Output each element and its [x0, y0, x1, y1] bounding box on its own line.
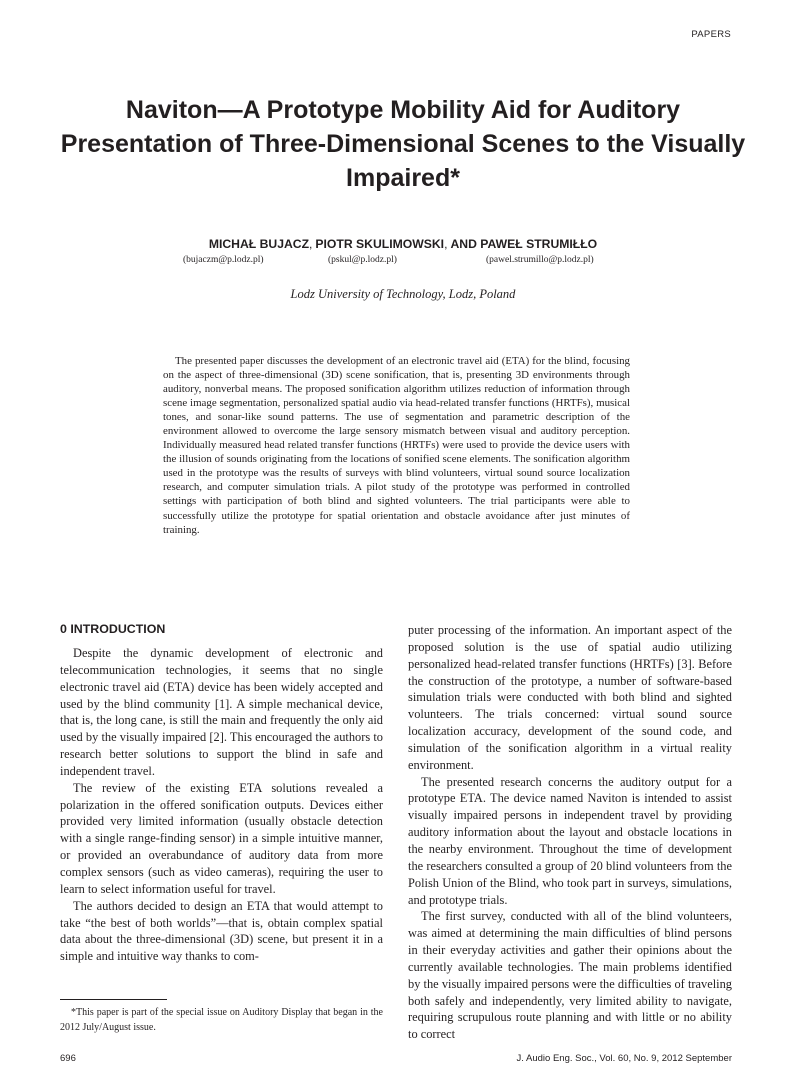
body-paragraph: The review of the existing ETA solutions revealed a polarization in the offered sonification outputs. Devices either provided very limited information (usually obstacle detection with a single range-finding sensor) in a simple intuitive manner, or provided an overabundance of auditory data from more complex sensors (such as video cameras), requiring the user to learn to select information useful for travel. — [60, 780, 383, 896]
section-heading: 0 INTRODUCTION — [60, 622, 166, 636]
abstract: The presented paper discusses the development of an electronic travel aid (ETA) for the blind, focusing on the aspect of three-dimensional (3D) scene sonification, that is, presenting 3D environments through auditory, nonverbal means. The proposed sonification algorithm utilizes reduction of information through scene image segmentation, personalized spatial audio via head-related transfer functions (HRTFs), musical tones, and sonar-like sound patterns. The use of segmentation and parametric description of the environment allowed to overcome the large sensory mismatch between visual and auditory perception. Individually measured head related transfer functions (HRTFs) were used to provide the device users with the illusion of sounds originating from the locations of sonified scene elements. The sonification algorithm used in the prototype was the results of surveys with blind volunteers, virtual sound source localization research, and computer simulation trials. A pilot study of the prototype was performed in controlled settings with participation of both blind and sighted volunteers. The trial participants were able to successfully utilize the prototype for spatial orientation and obstacle avoidance after just minutes of training. — [163, 355, 630, 536]
journal-reference: J. Audio Eng. Soc., Vol. 60, No. 9, 2012 September — [516, 1053, 732, 1064]
body-paragraph: The authors decided to design an ETA that would attempt to take “the best of both worlds”—that is, obtain complex spatial data about the three-dimensional (3D) scene, but present it in a simple and intuitive way thanks to com- — [60, 898, 383, 964]
affiliation: Lodz University of Technology, Lodz, Poland — [290, 287, 516, 301]
right-column — [408, 622, 732, 1043]
body-paragraph: The presented research concerns the auditory output for a prototype ETA. The device named Naviton is intended to assist visually impaired persons in independent travel by providing auditory information about the layout and obstacle locations in the nearby environment. Throughout the time of development the researchers consulted a group of 20 blind volunteers from the Polish Union of the Blind, who took part in surveys, simulations, and prototype trials. — [408, 774, 732, 907]
body-paragraph: The first survey, conducted with all of the blind volunteers, was aimed at determining the main difficulties of blind persons in their everyday activities and gather their opinions about the currently available technologies. The main problems identified by the visually impaired persons were the difficulties of traveling both safely and independently, very limited ability to navigate, requiring scrupulous route planning and with little or no ability to correct — [408, 909, 732, 1042]
author-name: PIOTR SKULIMOWSKI — [315, 237, 445, 251]
page-number: 696 — [60, 1053, 76, 1064]
left-column — [60, 622, 383, 965]
author-emails — [0, 255, 806, 267]
body-paragraph: puter processing of the information. An important aspect of the proposed solution is the use of spatial audio utilizing personalized head-related transfer functions (HRTFs) [3]. Before the construction of the prototype, a number of software-based simulation trials were conducted with both blind and sighted volunteers. The trials concerned: virtual sound source localization accuracy, development of the sound code, and simulation of the sonification algorithm in a virtual reality environment. — [408, 623, 732, 772]
author-email: (pskul@p.lodz.pl) — [328, 255, 397, 265]
section-label: PAPERS — [691, 29, 731, 40]
author-name: MICHAŁ BUJACZ — [208, 237, 310, 251]
paper-title: Naviton—A Prototype Mobility Aid for Auditory Presentation of Three-Dimensional Scenes to the Visually Impaired* — [60, 96, 746, 192]
author-email: (pawel.strumillo@p.lodz.pl) — [486, 255, 594, 265]
author-email: (bujaczm@p.lodz.pl) — [183, 255, 264, 265]
author-list: MICHAŁ BUJACZ, PIOTR SKULIMOWSKI, AND PAWEŁ STRUMIŁŁO — [208, 237, 598, 251]
author-name: AND PAWEŁ STRUMIŁŁO — [450, 237, 598, 251]
footnote: *This paper is part of the special issue on Auditory Display that began in the 2012 July/August issue. — [60, 1007, 383, 1033]
body-paragraph: Despite the dynamic development of electronic and telecommunication technologies, it seems that no single electronic travel aid (ETA) device has been widely accepted and used by the blind community [1]. A simple mechanical device, that is, the long cane, is still the main and frequently the only aid used by the visually impaired [2]. This encouraged the authors to research better solutions to support the blind in safe and independent travel. — [60, 646, 383, 778]
footnote-divider — [60, 999, 167, 1000]
